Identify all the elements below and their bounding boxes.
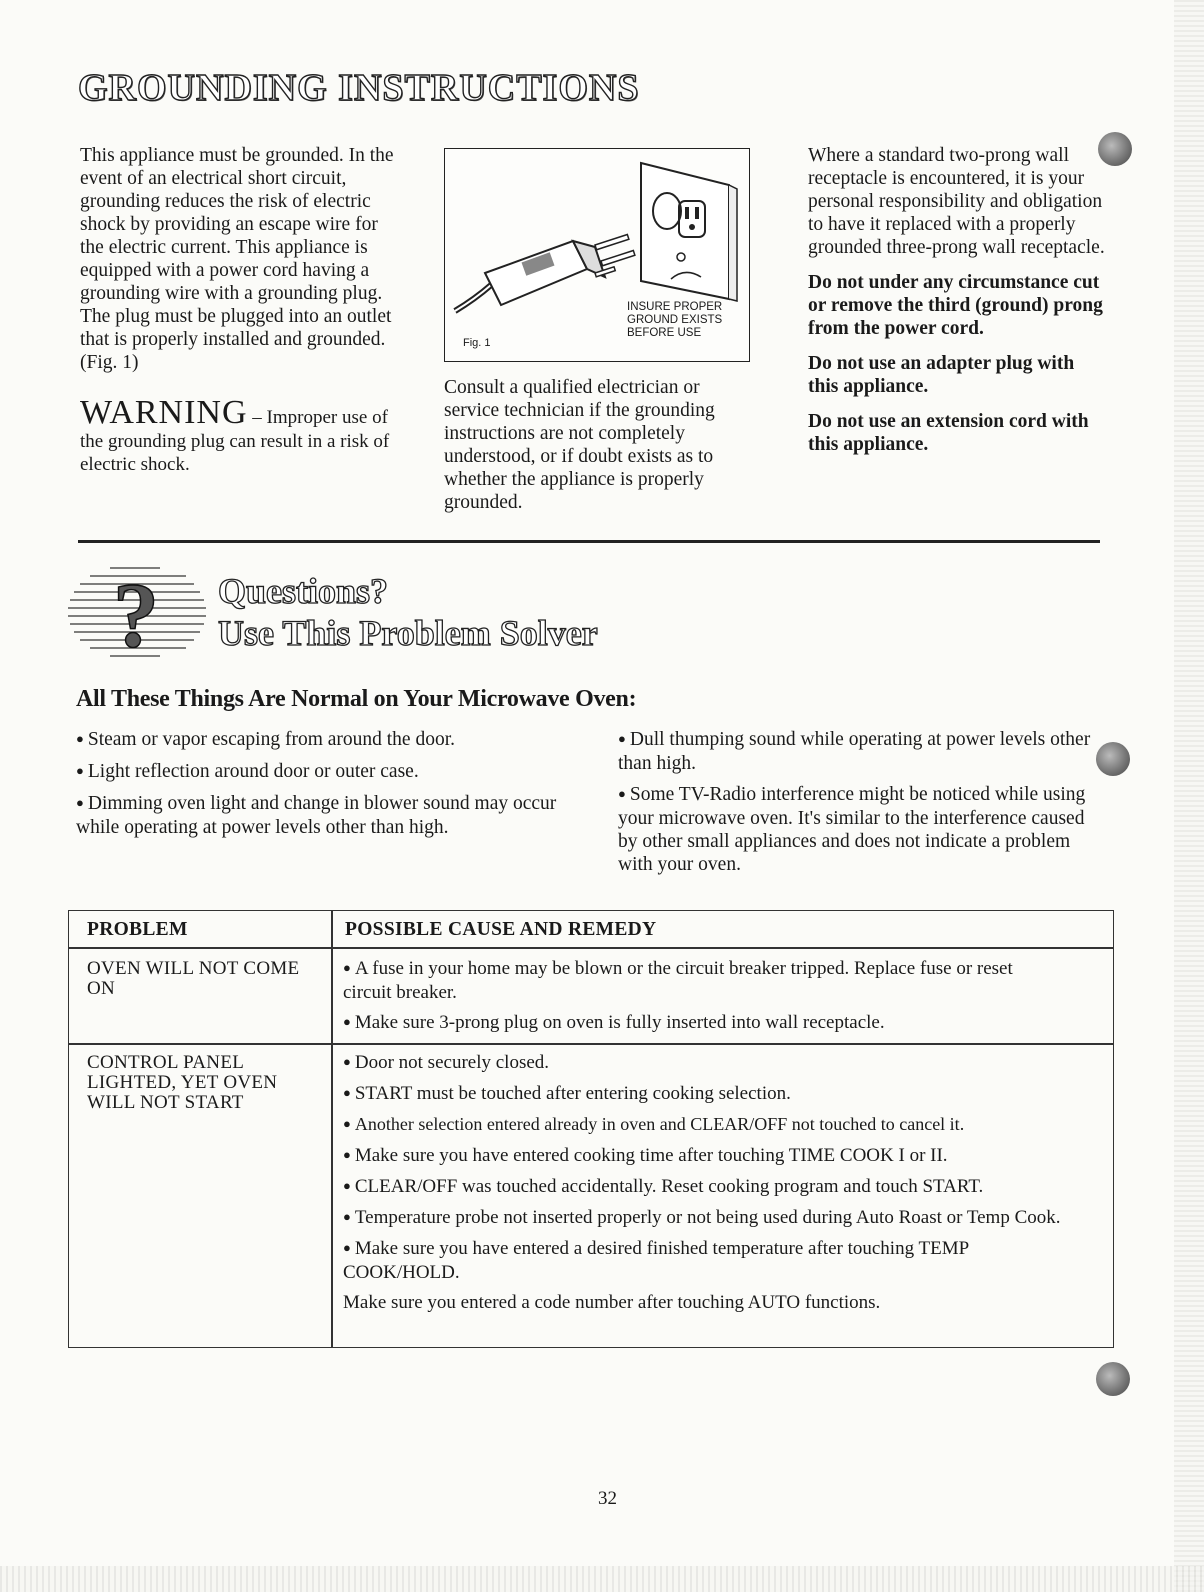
normal-list-right <box>618 728 1098 884</box>
normal-things-heading: All These Things Are Normal on Your Microwave Oven: <box>76 686 637 712</box>
questions-title: Questions? <box>218 571 389 611</box>
consult-electrician-text: Consult a qualified electrician or service technician if the grounding instructions are not completely understood, or if doubt exists as to whether the appliance is properly grounded. <box>444 377 715 513</box>
question-mark-icon <box>60 560 212 670</box>
remedy-item: ● Make sure you have entered cooking time after touching TIME COOK I or II. <box>343 1145 948 1166</box>
table-row-problem: CONTROL PANEL LIGHTED, YET OVEN WILL NOT START <box>87 1052 278 1113</box>
remedy-item: ● Door not securely closed. <box>343 1052 550 1073</box>
two-prong-text: Where a standard two-prong wall receptacle is encountered, it is your personal responsibility and obligation to have it replaced with a properly grounded three-prong wall receptacle. <box>808 145 1105 258</box>
svg-text:?: ? <box>113 564 159 666</box>
remedy-item: ● Make sure you have entered a desired finished temperature after touching TEMP COOK/HOLD. <box>343 1238 969 1283</box>
grounding-column-3 <box>808 144 1108 456</box>
list-item: ● Some TV-Radio interference might be noticed while using your microwave oven. It's similar to the interference caused by other small appliances and does not indicate a problem with your oven. <box>618 784 1086 875</box>
warning-no-adapter: Do not use an adapter plug with this appliance. <box>808 353 1075 397</box>
figure-label: Fig. 1 <box>463 337 491 349</box>
remedy-item: ● Another selection entered already in oven and CLEAR/OFF not touched to cancel it. <box>343 1114 965 1134</box>
list-item: ● Dull thumping sound while operating at power levels other than high. <box>618 729 1091 774</box>
list-item: ● Dimming oven light and change in blower sound may occur while operating at power levels other than high. <box>76 793 557 838</box>
remedy-item: ● A fuse in your home may be blown or the circuit breaker tripped. Replace fuse or reset circuit breaker. <box>343 958 1013 1003</box>
remedy-item: ● Temperature probe not inserted properly or not being used during Auto Roast or Temp Cook. <box>343 1207 1061 1228</box>
problem-solver-title: Use This Problem Solver <box>218 613 598 653</box>
table-column-divider <box>331 911 333 1347</box>
scan-bottom-artifact <box>0 1566 1204 1592</box>
scan-edge-artifact <box>1174 0 1204 1592</box>
warning-text: – Improper use of the grounding plug can result in a risk of electric shock. <box>80 407 390 475</box>
remedy-item: Make sure you entered a code number after touching AUTO functions. <box>343 1292 881 1313</box>
grounding-intro-text: This appliance must be grounded. In the event of an electrical short circuit, grounding reduces the risk of electric shock by providing an escape wire for the electric current. This appliance is equipped with a power cord having a grounding wire with a grounding plug. The plug must be plugged into an outlet that is properly installed and grounded. (Fig. 1) <box>80 145 394 373</box>
remedy-item: ● CLEAR/OFF was touched accidentally. Reset cooking program and touch START. <box>343 1176 984 1197</box>
figure-note: INSURE PROPER GROUND EXISTS BEFORE USE <box>627 301 723 339</box>
table-header-divider <box>69 947 1113 949</box>
binder-hole-icon <box>1096 1362 1130 1396</box>
header-remedy: POSSIBLE CAUSE AND REMEDY <box>345 919 657 940</box>
remedy-item: ● START must be touched after entering cooking selection. <box>343 1083 791 1104</box>
list-item: ● Steam or vapor escaping from around the door. <box>76 729 456 750</box>
binder-hole-icon <box>1098 132 1132 166</box>
warning-word: WARNING <box>80 394 248 431</box>
page-title: GROUNDING INSTRUCTIONS <box>78 67 640 109</box>
table-row-remedies <box>343 1051 1063 1321</box>
normal-list-left <box>76 728 576 847</box>
table-row-divider <box>69 1043 1113 1045</box>
table-row-remedies <box>343 957 1063 1042</box>
warning-block <box>80 396 400 476</box>
table-row-problem: OVEN WILL NOT COME ON <box>87 958 300 999</box>
figure-1 <box>444 148 750 362</box>
binder-hole-icon <box>1096 742 1130 776</box>
remedy-item: ● Make sure 3-prong plug on oven is fully inserted into wall receptacle. <box>343 1012 885 1033</box>
warning-no-extension: Do not use an extension cord with this appliance. <box>808 411 1089 455</box>
warning-do-not-cut: Do not under any circumstance cut or remove the third (ground) prong from the power cord. <box>808 272 1103 339</box>
section-divider <box>78 540 1100 543</box>
list-item: ● Light reflection around door or outer case. <box>76 761 419 782</box>
problem-solver-table <box>68 910 1114 1348</box>
header-problem: PROBLEM <box>87 919 188 940</box>
page-number: 32 <box>598 1488 617 1509</box>
